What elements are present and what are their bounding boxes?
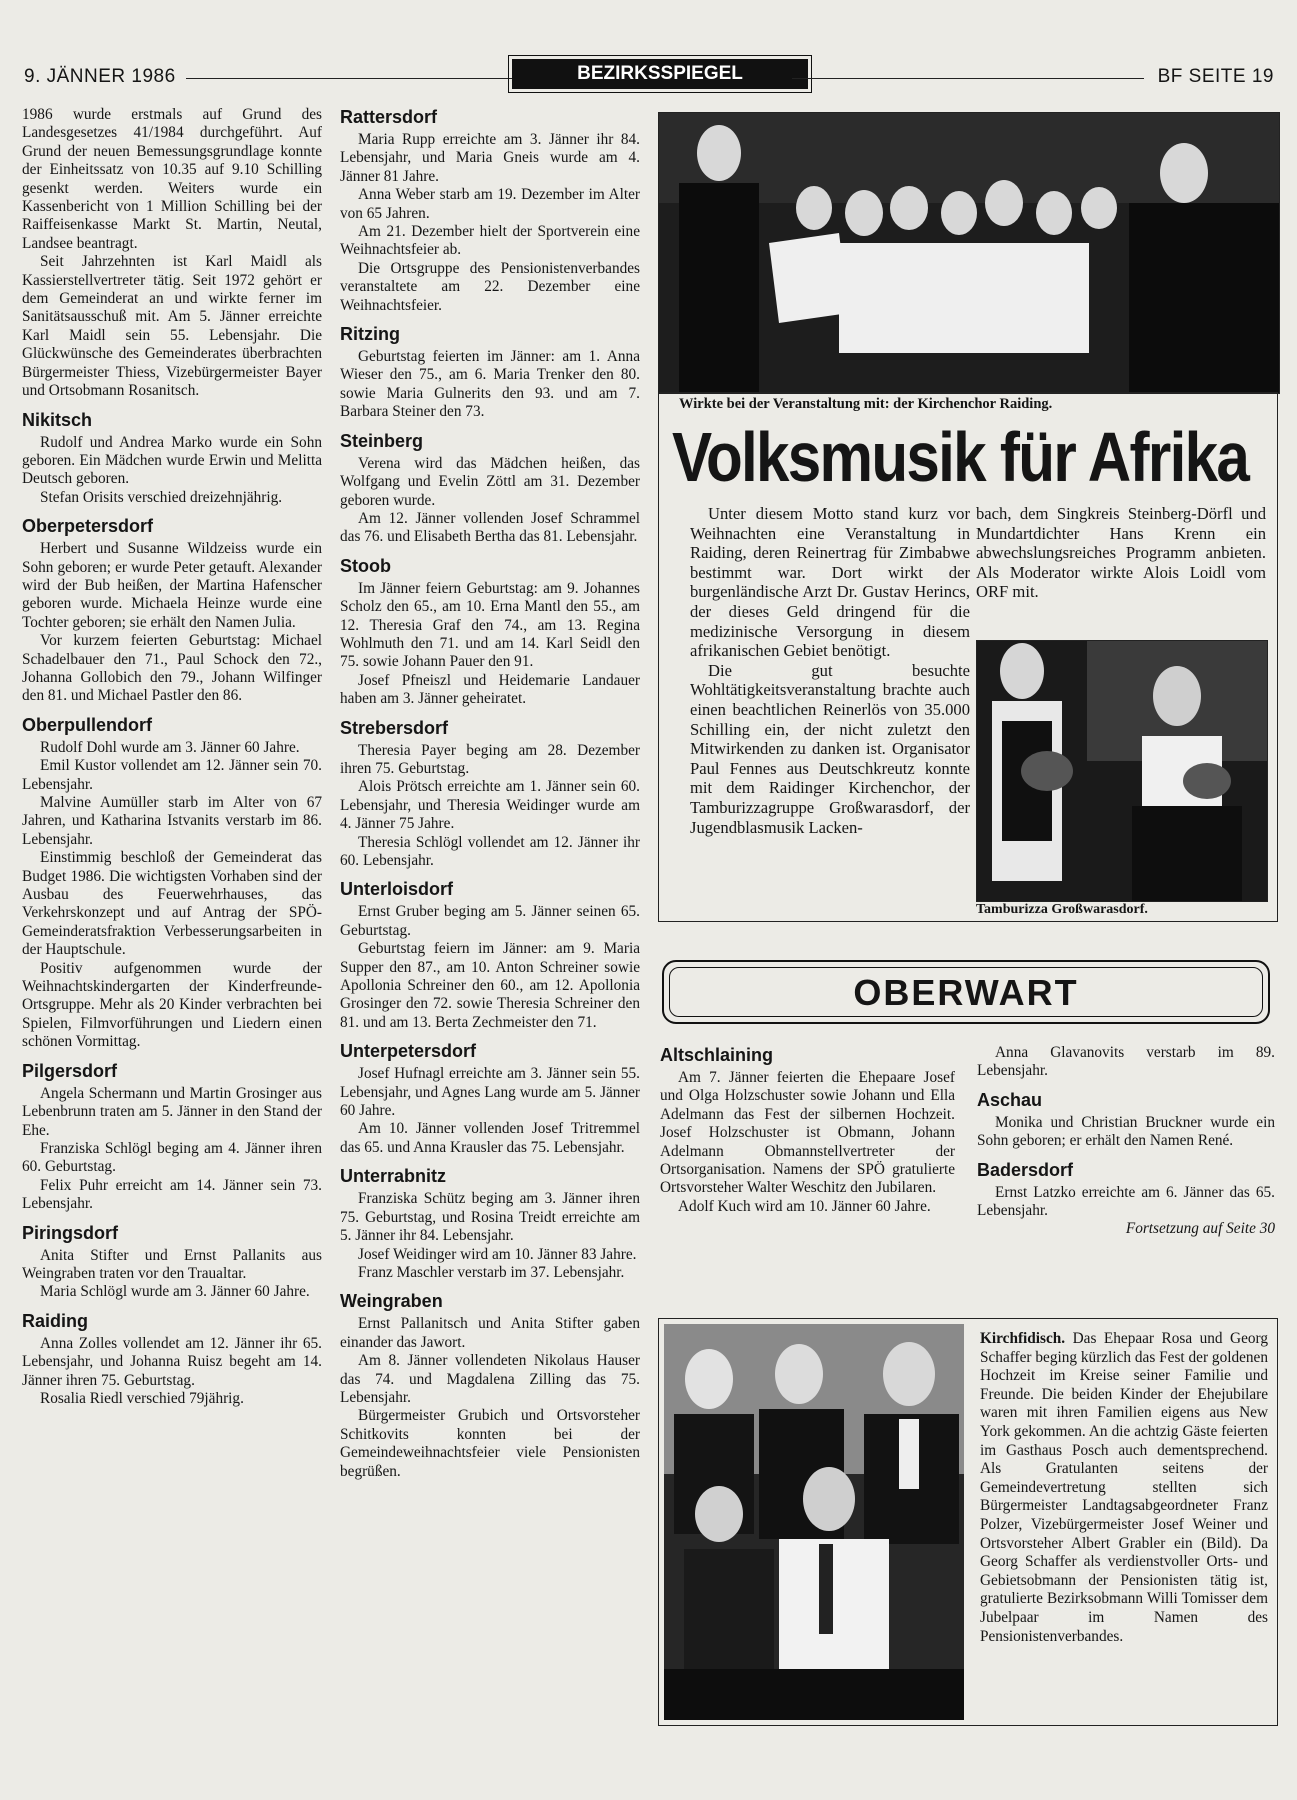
heading-pilgersdorf: Pilgersdorf — [22, 1060, 118, 1081]
kirchfidisch-lead: Kirchfidisch. — [980, 1330, 1066, 1347]
article-paragraph: Die Ortsgruppe des Pensionistenverbandes veranstaltete am 22. Dezember eine Weihnachtsfeier. — [340, 259, 640, 314]
tamburizza-photo-caption: Tamburizza Großwarasdorf. — [976, 902, 1148, 917]
article-paragraph: Alois Prötsch erreichte am 1. Jänner sein 60. Lebensjahr, und Theresia Weidinger wurde am 4. Jänner 75 Jahre. — [340, 778, 640, 833]
kirchfidisch-article — [980, 1330, 1268, 1646]
article-paragraph: Franz Maschler verstarb im 37. Lebensjahr. — [358, 1263, 625, 1281]
oberwart-column-1 — [660, 1044, 955, 1216]
heading-altschlaining: Altschlaining — [660, 1045, 774, 1065]
article-paragraph: Am 12. Jänner vollenden Josef Schrammel das 76. und Elisabeth Bertha das 81. Lebensjahr. — [340, 509, 640, 546]
article-paragraph: Josef Pfneiszl und Heidemarie Landauer haben am 3. Jänner geheiratet. — [340, 671, 640, 708]
article-paragraph: Stefan Orisits verschied dreizehnjährig. — [40, 488, 283, 506]
page-number: BF SEITE 19 — [1157, 66, 1274, 87]
heading-nikitsch: Nikitsch — [22, 409, 93, 430]
afrika-column-2 — [976, 504, 1266, 602]
header-rule-left — [186, 78, 528, 79]
oberwart-banner — [662, 960, 1270, 1024]
article-paragraph: Einstimmig beschloß der Gemeinderat das Budget 1986. Die wichtigsten Vorhaben sind der Ausbau des Feuerwehrhauses, das Verkehrskonzept und auf Antrag der SPÖ-Gemeinderatsfraktion Verbesserungsarbeiten in der Hauptschule. — [22, 849, 322, 959]
article-paragraph: Anna Zolles vollendet am 12. Jänner ihr 65. Lebensjahr, und Johanna Ruisz begeht am 14. Jänner ihren 75. Geburtstag. — [22, 1334, 322, 1389]
heading-unterpetersdorf: Unterpetersdorf — [340, 1041, 477, 1062]
article-paragraph: Ernst Gruber beging am 5. Jänner seinen 65. Geburtstag. — [340, 903, 640, 939]
column-1 — [22, 106, 322, 1408]
article-paragraph: Theresia Schlögl vollendet am 12. Jänner ihr 60. Lebensjahr. — [340, 833, 640, 869]
article-paragraph: Verena wird das Mädchen heißen, das Wolfgang und Evelin Zöttl am 31. Dezember geboren wurde. — [340, 454, 640, 509]
heading-ritzing: Ritzing — [340, 324, 400, 345]
heading-aschau: Aschau — [977, 1089, 1043, 1110]
article-paragraph: Geburtstag feiern im Jänner: am 9. Maria Supper den 87., am 10. Anton Schreiner sowie Apollonia Schreiner den 60., am 12. Apollonia Grosinger den 72. sowie Theresia Schreiner den 81. und am 13. Berta Zechmeister den 71. — [340, 940, 640, 1031]
heading-oberpullendorf: Oberpullendorf — [22, 714, 152, 735]
heading-weingraben: Weingraben — [340, 1291, 443, 1312]
article-paragraph: bach, dem Singkreis Steinberg-Dörfl und Mundartdichter Hans Krenn ein abwechslungsreiches Programm anbieten. Als Moderator wirkte Alois Loidl vom ORF mit. — [976, 504, 1266, 602]
issue-date: 9. JÄNNER 1986 — [24, 66, 176, 87]
oberwart-column-2 — [977, 1044, 1275, 1239]
article-paragraph: Anna Weber starb am 19. Dezember im Alter von 65 Jahren. — [340, 186, 640, 222]
article-paragraph: Anna Glavanovits verstarb im 89. Lebensjahr. — [977, 1044, 1275, 1080]
heading-unterrabnitz: Unterrabnitz — [340, 1166, 447, 1187]
heading-raiding: Raiding — [22, 1310, 88, 1331]
article-paragraph: Adolf Kuch wird am 10. Jänner 60 Jahre. — [678, 1197, 931, 1215]
heading-strebersdorf: Strebersdorf — [340, 717, 449, 738]
article-paragraph: Im Jänner feiern Geburtstag: am 9. Johannes Scholz den 65., am 10. Erna Mantl den 55., am 12. Theresia Graf den 74., am 13. Regina Wohlmuth den 71. und am 14. Karl Seidl den 75. sowie Johann Pauer den 91. — [340, 579, 640, 671]
article-paragraph: Ernst Pallanitsch und Anita Stifter gaben einander das Jawort. — [340, 1315, 640, 1351]
article-paragraph: Unter diesem Motto stand kurz vor Weihnachten eine Veranstaltung in Raiding, deren Reinertrag für Zimbabwe bestimmt war. Dort wirkt der burgenländische Arzt Dr. Gustav Herincs, der dieses Geld dringend für die medizinische Versorgung in diesem afrikanischen Gebiet benötigt. — [690, 504, 970, 661]
heading-piringsdorf: Piringsdorf — [22, 1222, 119, 1243]
article-paragraph: Anita Stifter und Ernst Pallanits aus Weingraben traten vor den Traualtar. — [22, 1246, 322, 1282]
article-paragraph: Emil Kustor vollendet am 12. Jänner sein 70. Lebensjahr. — [22, 757, 322, 793]
article-paragraph: Felix Puhr erreicht am 14. Jänner sein 73. Lebensjahr. — [22, 1176, 322, 1213]
article-paragraph: Seit Jahrzehnten ist Karl Maidl als Kassierstellvertreter tätig. Seit 1972 gehört er dem Gemeinderat an und wirkte ferner im Sanitätsausschuß mit. Am 5. Jänner erreichte Karl Maidl sein 55. Lebensjahr. Die Glückwünsche des Gemeinderates überbrachten Bürgermeister Thiess, Vizebürgermeister Bayer und Ortsobmann Rosanitsch. — [22, 253, 322, 400]
continuation-note: Fortsetzung auf Seite 30 — [1125, 1220, 1275, 1238]
heading-unterloisdorf: Unterloisdorf — [340, 879, 454, 900]
heading-badersdorf: Badersdorf — [977, 1159, 1074, 1180]
golden-wedding-photo — [664, 1324, 964, 1720]
article-paragraph: Ernst Latzko erreichte am 6. Jänner das 65. Lebensjahr. — [977, 1183, 1275, 1220]
article-paragraph: Monika und Christian Bruckner wurde ein Sohn geboren; er erhält den Namen René. — [977, 1113, 1275, 1150]
article-paragraph: Rosalia Riedl verschied 79jährig. — [40, 1389, 244, 1407]
article-paragraph: Am 21. Dezember hielt der Sportverein eine Weihnachtsfeier ab. — [340, 223, 640, 259]
afrika-column-1 — [690, 504, 970, 837]
article-paragraph: Franziska Schütz beging am 3. Jänner ihren 75. Geburtstag, und Rosina Treidt erreichte am 5. Jänner ihr 84. Lebensjahr. — [340, 1190, 640, 1245]
article-paragraph: Am 7. Jänner feierten die Ehepaare Josef und Olga Holzschuster sowie Johann und Ella Adelmann das Fest der silbernen Hochzeit. Josef Holzschuster ist Obmann, Johann Adelmann Obmannstellvertreter der Ortsorganisation. Namens der SPÖ gratulierte Ortsvorsteher Walter Weschitz den Jubilaren. — [660, 1069, 955, 1197]
article-paragraph: Am 10. Jänner vollenden Josef Tritremmel das 65. und Anna Krausler das 75. Lebensjahr. — [340, 1120, 640, 1156]
header-rule-right — [792, 78, 1144, 79]
article-paragraph: Geburtstag feierten im Jänner: am 1. Anna Wieser den 75., am 6. Maria Trenker den 80. sowie Maria Gulnerits den 93. und am 7. Barbara Steiner den 73. — [340, 348, 640, 421]
section-title: BEZIRKSSPIEGEL — [512, 59, 808, 89]
oberwart-banner-label: OBERWART — [669, 967, 1263, 1017]
heading-stoob: Stoob — [340, 555, 391, 576]
column-2 — [340, 106, 640, 1481]
heading-oberpetersdorf: Oberpetersdorf — [22, 516, 154, 537]
article-paragraph: Positiv aufgenommen wurde der Weihnachtskindergarten der Kinderfreunde-Ortsgruppe. Mehr als 20 Kinder verbrachten bei Spielen, Filmvorführungen und Liedern einen schönen Vormittag. — [22, 959, 322, 1051]
article-paragraph: Bürgermeister Grubich und Ortsvorsteher Schitkovits konnten bei der Gemeindeweihnachtsfeier viele Pensionisten begrüßen. — [340, 1407, 640, 1480]
tamburizza-photo — [976, 640, 1268, 902]
heading-steinberg: Steinberg — [340, 430, 424, 451]
heading-rattersdorf: Rattersdorf — [340, 107, 438, 127]
article-paragraph: Am 8. Jänner vollendeten Nikolaus Hauser das 74. und Magdalena Zilling das 75. Lebensjahr. — [340, 1352, 640, 1406]
article-paragraph: Josef Weidinger wird am 10. Jänner 83 Jahre. — [358, 1245, 637, 1263]
article-paragraph: Herbert und Susanne Wildzeiss wurde ein Sohn geboren; er wurde Peter getauft. Alexander wird der Bub heißen, der Martina Hafenscher geboren wurde. Michaela Heinze wurde eine Tochter geboren; sie erhält den Namen Julia. — [22, 540, 322, 631]
choir-photo-caption: Wirkte bei der Veranstaltung mit: der Kirchenchor Raiding. — [658, 392, 1278, 416]
afrika-headline: Volksmusik für Afrika — [672, 418, 1249, 496]
article-paragraph — [980, 1330, 1268, 1646]
article-paragraph: Theresia Payer beging am 28. Dezember ihren 75. Geburtstag. — [340, 741, 640, 777]
article-paragraph: Angela Schermann und Martin Grosinger aus Lebenbrunn traten am 5. Jänner in den Stand der Ehe. — [22, 1084, 322, 1139]
choir-photo — [658, 112, 1280, 394]
article-paragraph: Franziska Schlögl beging am 4. Jänner ihren 60. Geburtstag. — [22, 1139, 322, 1176]
article-paragraph: Malvine Aumüller starb im Alter von 67 Jahren, und Katharina Istvanits verstarb im 86. Lebensjahr. — [22, 794, 322, 848]
article-paragraph: Die gut besuchte Wohltätigkeitsveranstaltung brachte auch einen beachtlichen Reinerlös von 35.000 Schilling ein, der nicht zuletzt den Mitwirkenden zu danken ist. Organisator Paul Fennes aus Deutschkreutz konnte mit dem Raidinger Kirchenchor, der Tamburizzagruppe Großwarasdorf, der Jugendblasmusik Lacken- — [690, 660, 970, 837]
article-paragraph: Maria Schlögl wurde am 3. Jänner 60 Jahre. — [40, 1283, 310, 1301]
article-paragraph: Vor kurzem feierten Geburtstag: Michael Schadelbauer den 71., Paul Schock den 72., Johanna Gollobich den 79., Johann Wilfinger den 81. und Michael Pastler den 86. — [22, 632, 322, 705]
kirchfidisch-body: Das Ehepaar Rosa und Georg Schaffer beging kürzlich das Fest der goldenen Hochzeit im Kreise seiner Familie und Freunde. Die beiden Kinder der Ehejubilare waren mit ihren Familien eigens aus New York gekommen. An die achtzig Gäste feierten im Gasthaus Posch auch dementsprechend. Als Gratulanten seitens der Gemeindevertretung stellten sich Bürgermeister Landtagsabgeordneter Franz Polzer, Vizebürgermeister Josef Weiner und Ortsvorsteher Albert Grabler ein (Bild). Da Georg Schaffer als verdienstvoller Orts- und Gebietsobmann der Pensionisten tätig ist, gratulierte Bezirksobmann Willi Tomisser dem Jubelpaar im Namen des Pensionistenverbandes. — [980, 1330, 1268, 1645]
article-paragraph: Maria Rupp erreichte am 3. Jänner ihr 84. Lebensjahr, und Maria Gneis wurde am 4. Jänner 81 Jahre. — [340, 131, 640, 185]
article-paragraph: 1986 wurde erstmals auf Grund des Landesgesetzes 41/1984 durchgeführt. Auf Grund der neuen Bemessungsgrundlage konnte der Einheitssatz von 10.35 auf 9.10 Schilling gesenkt werden. Weiters wurde ein Kassenbericht von 1 Million Schilling bei der Raiffeisenkasse Markt St. Martin, Neutal, Landsee beantragt. — [22, 106, 322, 252]
page-header — [24, 58, 1274, 98]
article-paragraph: Josef Hufnagl erreichte am 3. Jänner sein 55. Lebensjahr, und Agnes Lang wurde am 5. Jänner 60 Jahre. — [340, 1065, 640, 1120]
article-paragraph: Rudolf Dohl wurde am 3. Jänner 60 Jahre. — [40, 738, 300, 756]
article-paragraph: Rudolf und Andrea Marko wurde ein Sohn geboren. Ein Mädchen wurde Erwin und Melitta Deutsch geboren. — [22, 433, 322, 488]
